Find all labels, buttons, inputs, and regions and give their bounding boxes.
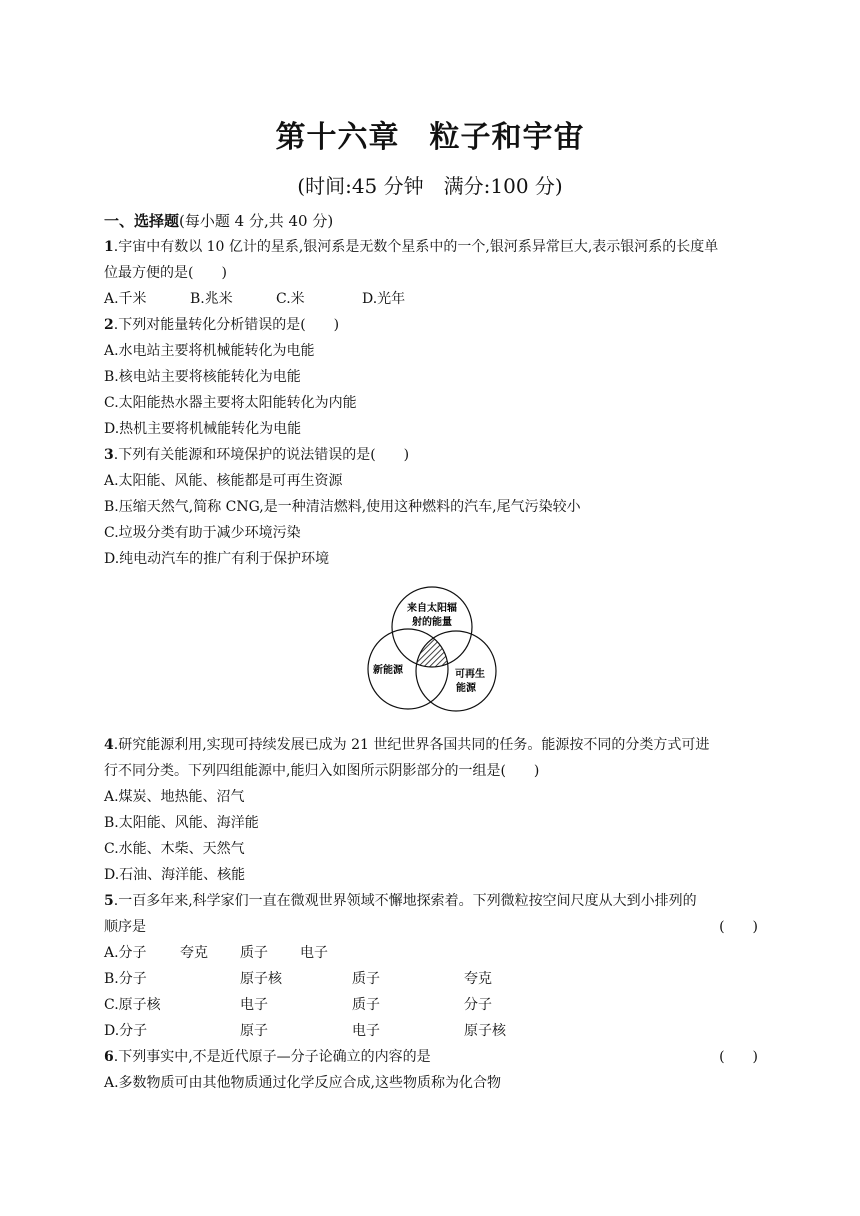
option[interactable]: C.原子核 电子 质子 分子: [104, 997, 492, 1013]
option[interactable]: D.热机主要将机械能转化为电能: [104, 421, 302, 437]
option[interactable]: D.纯电动汽车的推广有利于保护环境: [104, 551, 330, 567]
total-score: 满分:100 分): [443, 174, 563, 198]
label-solar-2: 射的能量: [412, 617, 452, 628]
chapter-number: 第十六章: [275, 120, 400, 155]
option[interactable]: B.分子 原子核 质子 夸克: [104, 971, 492, 987]
label-renewable-2: 能源: [456, 683, 476, 694]
question-2-stem: 2.下列对能量转化分析错误的是( ): [104, 317, 340, 333]
question-6-stem: 6.下列事实中,不是近代原子—分子论确立的内容的是 ( ): [104, 1044, 758, 1070]
option[interactable]: A.太阳能、风能、核能都是可再生资源: [104, 473, 343, 489]
option[interactable]: B.压缩天然气,简称 CNG,是一种清洁燃料,使用这种燃料的汽车,尾气污染较小: [104, 499, 581, 515]
label-solar-1: 来自太阳辐: [407, 603, 457, 614]
option[interactable]: B.核电站主要将核能转化为电能: [104, 369, 301, 385]
question-1-line-2: 位最方便的是( ): [104, 265, 227, 281]
label-new-energy: 新能源: [373, 665, 403, 676]
option[interactable]: A.多数物质可由其他物质通过化学反应合成,这些物质称为化合物: [104, 1075, 502, 1091]
section-heading: 一、选择题(每小题 4 分,共 40 分): [104, 212, 334, 230]
option[interactable]: B.太阳能、风能、海洋能: [104, 815, 259, 831]
exam-info: [0, 170, 860, 199]
option[interactable]: A.分子 夸克 质子 电子: [104, 945, 328, 961]
label-renewable-1: 可再生: [455, 669, 485, 680]
answer-blank[interactable]: ( ): [719, 1049, 758, 1065]
question-4-line-2: 行不同分类。下列四组能源中,能归入如图所示阴影部分的一组是( ): [104, 763, 540, 779]
option[interactable]: B.兆米: [190, 291, 233, 307]
question-1-line-1: 1.宇宙中有数以 10 亿计的星系,银河系是无数个星系中的一个,银河系异常巨大,表示银河系的长度单: [104, 239, 719, 255]
question-5-line-1: 5.一百多年来,科学家们一直在微观世界领域不懈地探索着。下列微粒按空间尺度从大到小排列的: [104, 893, 697, 909]
page-title: [0, 112, 860, 156]
question-3-stem: 3.下列有关能源和环境保护的说法错误的是( ): [104, 447, 410, 463]
option[interactable]: C.太阳能热水器主要将太阳能转化为内能: [104, 395, 357, 411]
option[interactable]: D.光年: [362, 291, 406, 307]
option[interactable]: C.米: [276, 291, 305, 307]
question-5-line-2: 顺序是 ( ): [104, 914, 758, 940]
option[interactable]: A.千米: [104, 291, 147, 307]
chapter-name: 粒子和宇宙: [429, 120, 585, 155]
question-4-line-1: 4.研究能源利用,实现可持续发展已成为 21 世纪世界各国共同的任务。能源按不同的分类方式可进: [104, 737, 710, 753]
time-limit: (时间:45 分钟: [297, 174, 424, 198]
option[interactable]: D.分子 原子 电子 原子核: [104, 1023, 506, 1039]
venn-diagram: [360, 583, 500, 719]
option[interactable]: C.水能、木柴、天然气: [104, 841, 245, 857]
option[interactable]: D.石油、海洋能、核能: [104, 867, 246, 883]
option[interactable]: A.煤炭、地热能、沼气: [104, 789, 245, 805]
answer-blank[interactable]: ( ): [719, 919, 758, 935]
option[interactable]: C.垃圾分类有助于减少环境污染: [104, 525, 301, 541]
option[interactable]: A.水电站主要将机械能转化为电能: [104, 343, 315, 359]
question-1-options: [104, 286, 758, 312]
